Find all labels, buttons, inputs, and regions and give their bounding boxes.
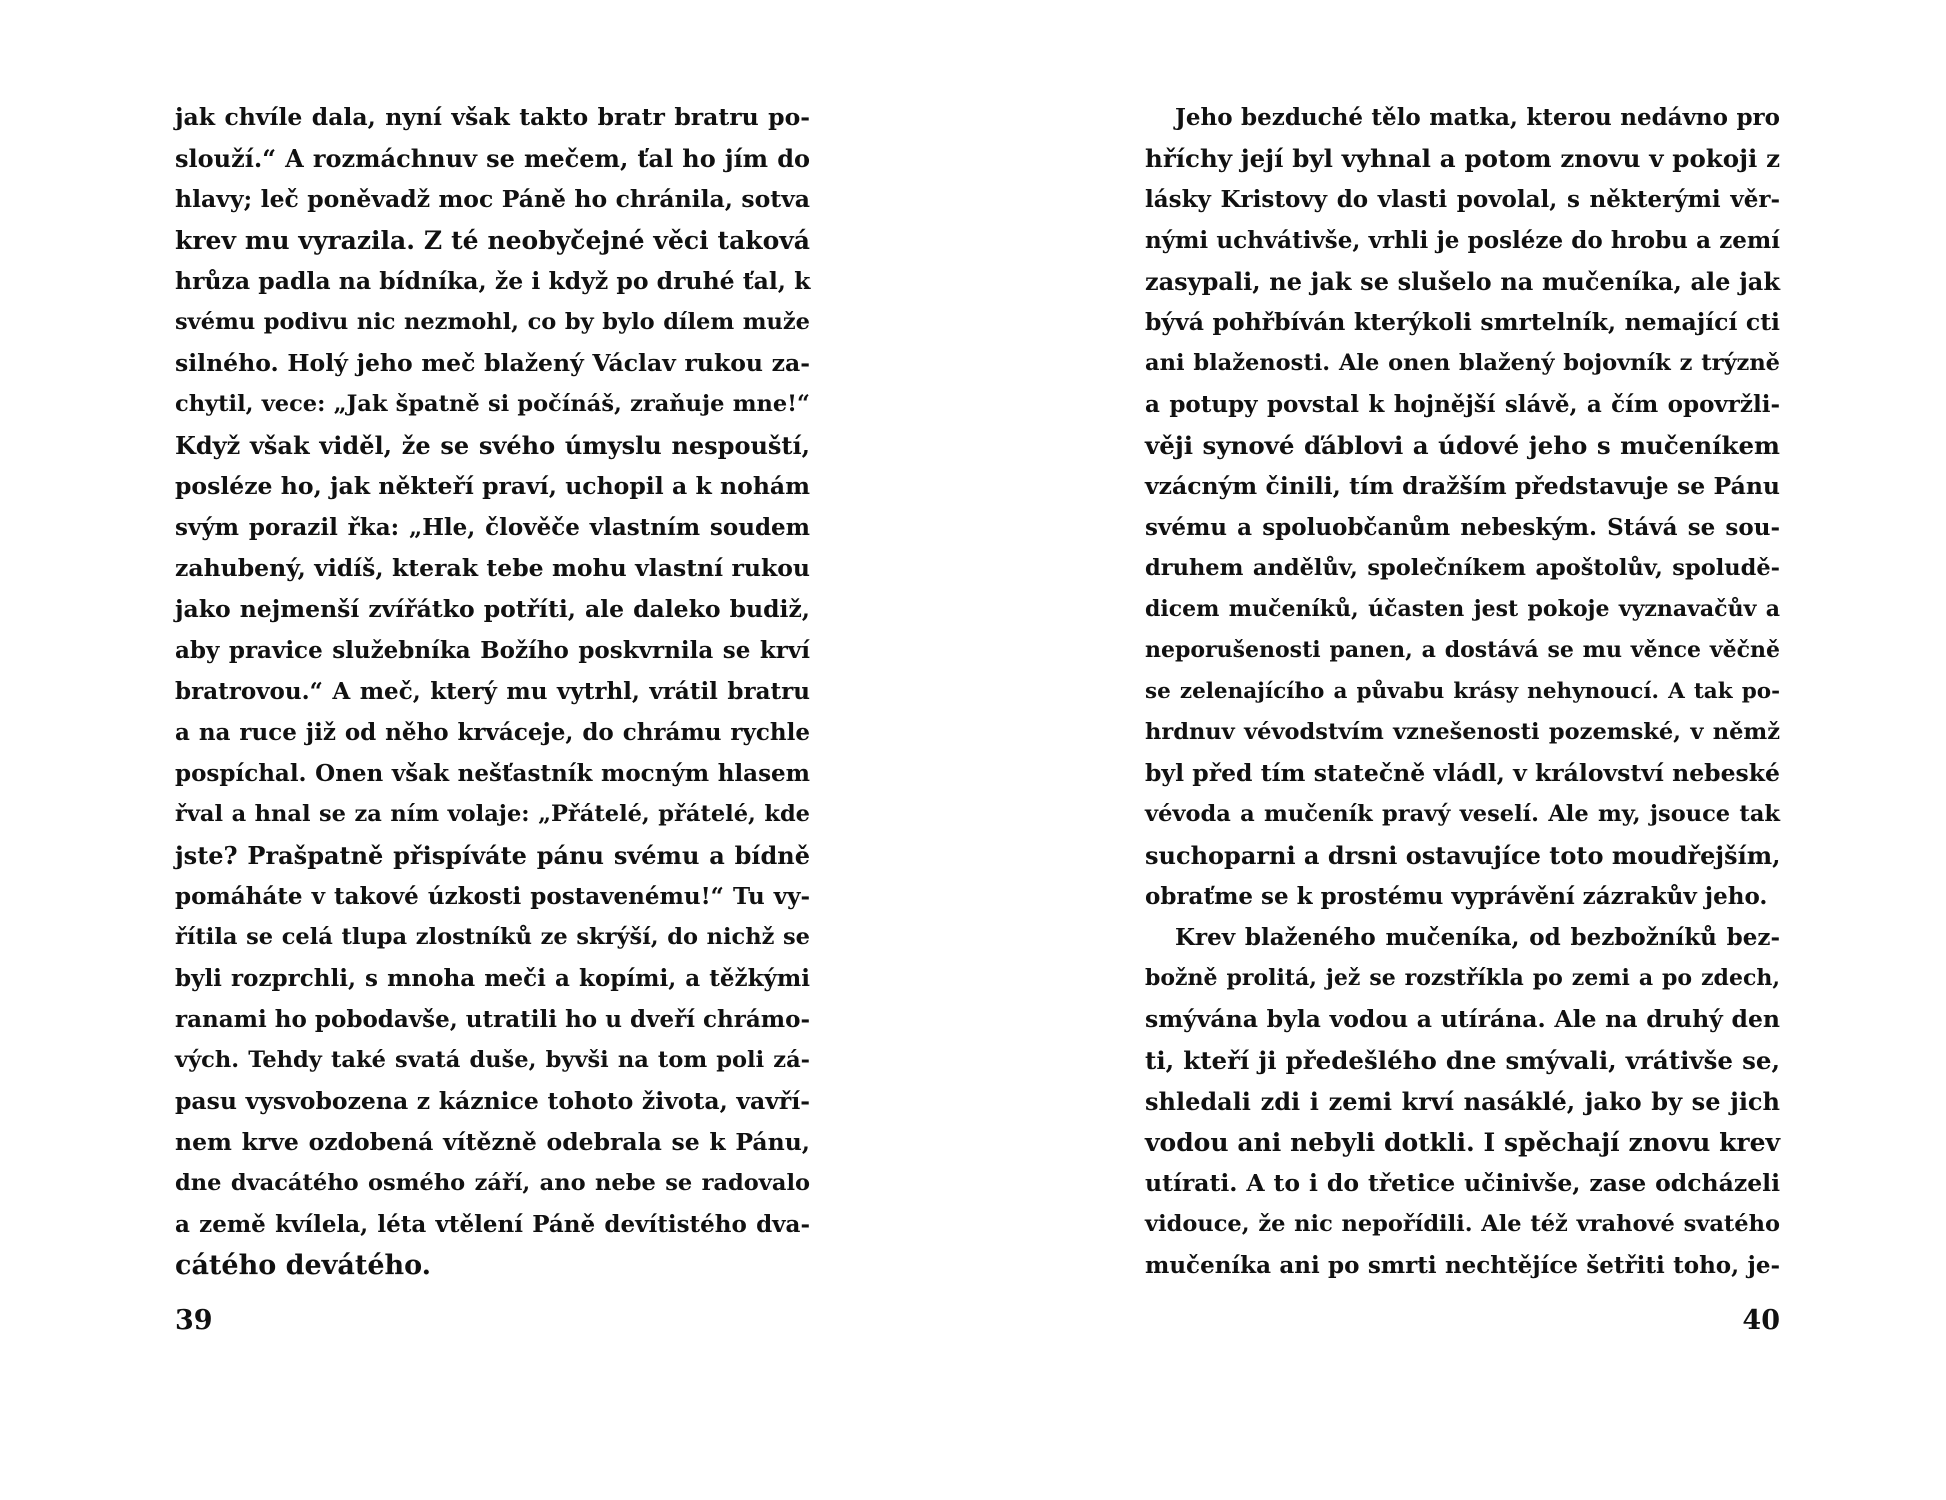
- text-line: byli rozprchli, s mnoha meči a kopími, a těžkými: [175, 965, 810, 992]
- text-line: se zelenajícího a půvabu krásy nehynoucí. A tak po-: [1145, 679, 1780, 704]
- text-line: vých. Tehdy také svatá duše, byvši na tom poli zá-: [175, 1047, 810, 1073]
- text-line: a potupy povstal k hojnější slávě, a čím opovržli-: [1145, 391, 1780, 418]
- left-page-text: [175, 97, 810, 1286]
- text-line: byl před tím statečně vládl, v království nebeské: [1145, 759, 1780, 787]
- text-line: věji synové ďáblovi a údové jeho s mučeníkem: [1145, 431, 1780, 460]
- page-number: 39: [175, 1305, 213, 1336]
- text-line: Krev blaženého mučeníka, od bezbožníků bez-: [1175, 924, 1780, 951]
- text-line: a země kvílela, léta vtělení Páně devítistého dva-: [175, 1211, 810, 1238]
- text-line: neporušenosti panen, a dostává se mu věnce věčně: [1145, 637, 1780, 663]
- text-line: slouží.“ A rozmáchnuv se mečem, ťal ho jím do: [175, 144, 810, 173]
- text-line: hrdnuv vévodstvím vznešenosti pozemské, v němž: [1145, 719, 1780, 745]
- text-line: vodou ani nebyli dotkli. I spěchají znovu krev: [1145, 1128, 1780, 1157]
- text-line: ani blaženosti. Ale onen blažený bojovník z trýzně: [1145, 350, 1780, 376]
- text-line: Když však viděl, že se svého úmyslu nespouští,: [175, 431, 810, 460]
- text-line: bratrovou.“ A meč, který mu vytrhl, vrátil bratru: [175, 678, 810, 705]
- text-line: dne dvacátého osmého září, ano nebe se radovalo: [175, 1170, 810, 1196]
- text-line: nými uchvátivše, vrhli je posléze do hrobu a zemí: [1145, 227, 1780, 254]
- text-line: řítila se celá tlupa zlostníků ze skrýší, do nichž se: [175, 924, 810, 950]
- text-line: druhem andělův, společníkem apoštolův, spoludě-: [1145, 555, 1780, 581]
- text-line: zasypali, ne jak se slušelo na mučeníka, ale jak: [1145, 267, 1780, 296]
- text-line: mučeníka ani po smrti nechtějíce šetřiti toho, je-: [1145, 1252, 1780, 1279]
- text-line: jak chvíle dala, nyní však takto bratr bratru po-: [175, 103, 810, 131]
- text-line: aby pravice služebníka Božího poskvrnila se krví: [175, 637, 810, 664]
- text-line: zahubený, vidíš, kterak tebe mohu vlastní rukou: [175, 554, 810, 582]
- text-line: dicem mučeníků, účasten jest pokoje vyznavačův a: [1145, 596, 1780, 622]
- text-line: ranami ho pobodavše, utratili ho u dveří chrámo-: [175, 1006, 810, 1033]
- text-line: pasu vysvobozena z káznice tohoto života, vavří-: [175, 1087, 810, 1115]
- text-line: bývá pohřbíván kterýkoli smrtelník, nemající cti: [1145, 308, 1780, 336]
- text-line: jako nejmenší zvířátko potříti, ale daleko budiž,: [175, 595, 810, 623]
- text-line: svému podivu nic nezmohl, co by bylo dílem muže: [175, 309, 810, 335]
- text-line: božně prolitá, jež se rozstříkla po zemi a po zdech,: [1145, 965, 1780, 991]
- text-line: jste? Prašpatně přispíváte pánu svému a bídně: [175, 841, 810, 870]
- text-line: cátého devátého.: [175, 1250, 432, 1281]
- text-line: ti, kteří ji předešlého dne smývali, vrátivše se,: [1145, 1046, 1780, 1075]
- text-line: řval a hnal se za ním volaje: „Přátelé, přátelé, kde: [175, 801, 810, 827]
- text-line: lásky Kristovy do vlasti povolal, s některými věr-: [1145, 186, 1780, 213]
- text-line: svému a spoluobčanům nebeským. Stává se sou-: [1145, 514, 1780, 541]
- text-line: pomáháte v takové úzkosti postavenému!“ Tu vy-: [175, 883, 810, 910]
- text-line: krev mu vyrazila. Z té neobyčejné věci taková: [175, 226, 810, 255]
- text-line: hříchy její byl vyhnal a potom znovu v pokoji z: [1145, 144, 1780, 173]
- text-line: a na ruce již od něho krváceje, do chrámu rychle: [175, 719, 810, 746]
- text-line: nem krve ozdobená vítězně odebrala se k Pánu,: [175, 1128, 810, 1156]
- text-line: chytil, vece: „Jak špatně si počínáš, zraňuje mne!“: [175, 391, 810, 417]
- text-line: posléze ho, jak někteří praví, uchopil a k nohám: [175, 472, 810, 500]
- text-line: obraťme se k prostému vyprávění zázrakův jeho.: [1145, 883, 1768, 910]
- text-line: vidouce, že nic nepořídili. Ale též vrahové svatého: [1145, 1211, 1780, 1237]
- text-line: silného. Holý jeho meč blažený Václav rukou za-: [175, 349, 810, 377]
- text-line: Jeho bezduché tělo matka, kterou nedávno pro: [1175, 104, 1780, 131]
- text-line: suchoparni a drsni ostavujíce toto moudřejším,: [1145, 841, 1781, 870]
- page-number: 40: [1742, 1305, 1780, 1336]
- text-line: utírati. A to i do třetice učinivše, zase odcházeli: [1145, 1169, 1780, 1197]
- text-line: hlavy; leč poněvadž moc Páně ho chránila, sotva: [175, 185, 810, 213]
- text-line: pospíchal. Onen však nešťastník mocným hlasem: [175, 760, 810, 787]
- text-line: svým porazil řka: „Hle, člověče vlastním soudem: [175, 514, 810, 541]
- right-page: [973, 0, 1946, 1500]
- text-line: smývána byla vodou a utírána. Ale na druhý den: [1145, 1005, 1780, 1033]
- text-line: hrůza padla na bídníka, že i když po druhé ťal, k: [175, 267, 811, 295]
- text-line: vzácným činili, tím dražším představuje se Pánu: [1145, 472, 1780, 500]
- text-line: vévoda a mučeník pravý veselí. Ale my, jsouce tak: [1145, 801, 1780, 827]
- text-line: shledali zdi i zemi krví nasáklé, jako by se jich: [1145, 1087, 1780, 1116]
- right-page-text: [1145, 97, 1780, 1286]
